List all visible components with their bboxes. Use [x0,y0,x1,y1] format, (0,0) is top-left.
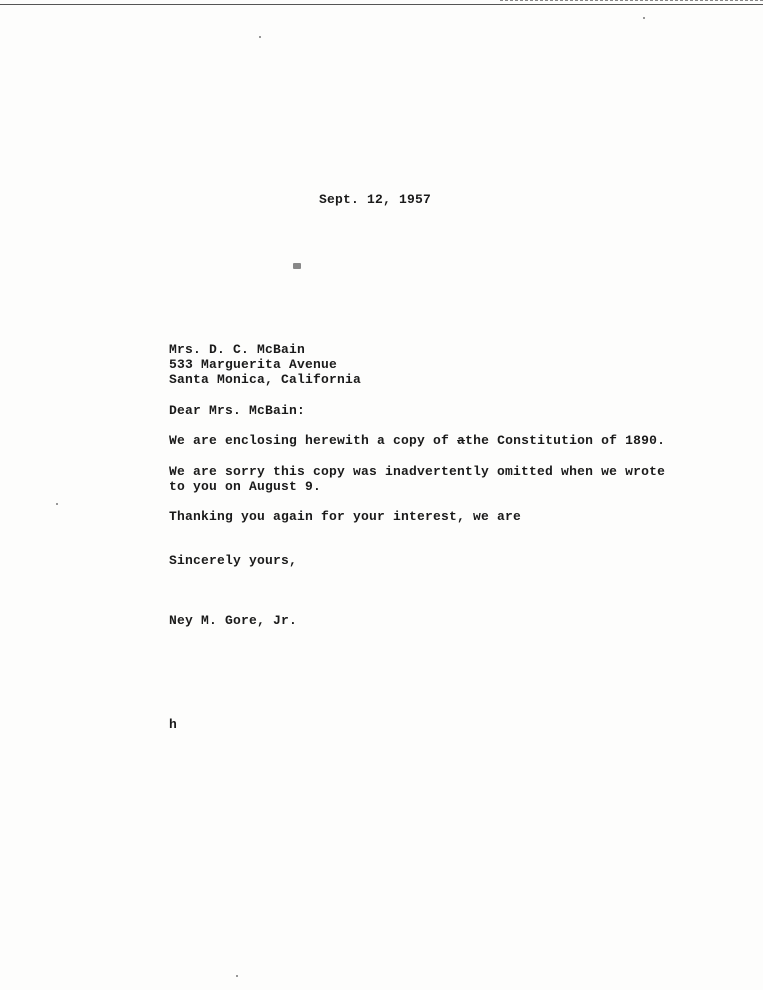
salutation: Dear Mrs. McBain: [169,403,306,418]
letter-date: Sept. 12, 1957 [319,192,432,207]
paragraph-1-text-start: We are enclosing herewith a copy of [169,433,458,448]
paragraph-1 [169,433,665,448]
scan-speck [56,503,58,505]
signature-block: Ney M. Gore, Jr. [169,613,298,628]
paragraph-2-line-2: to you on August 9. [169,479,322,494]
recipient-name: Mrs. D. C. McBain [169,342,306,357]
scan-speck [643,17,645,19]
top-edge-dashes [500,0,763,4]
paragraph-1-struck-text: a [457,433,466,448]
top-edge-line [0,4,763,5]
scan-smudge [293,263,301,269]
paragraph-1-text-end: the Constitution of 1890. [465,433,666,448]
paragraph-2-line-1: We are sorry this copy was inadvertently omitted when we wrote [169,464,666,479]
paragraph-3: Thanking you again for your interest, we are [169,509,522,524]
recipient-city: Santa Monica, California [169,372,362,387]
typist-initials: h [169,717,178,732]
scan-speck [259,36,261,38]
closing: Sincerely yours, [169,553,298,568]
scan-speck [236,975,238,977]
recipient-street: 533 Marguerita Avenue [169,357,338,372]
